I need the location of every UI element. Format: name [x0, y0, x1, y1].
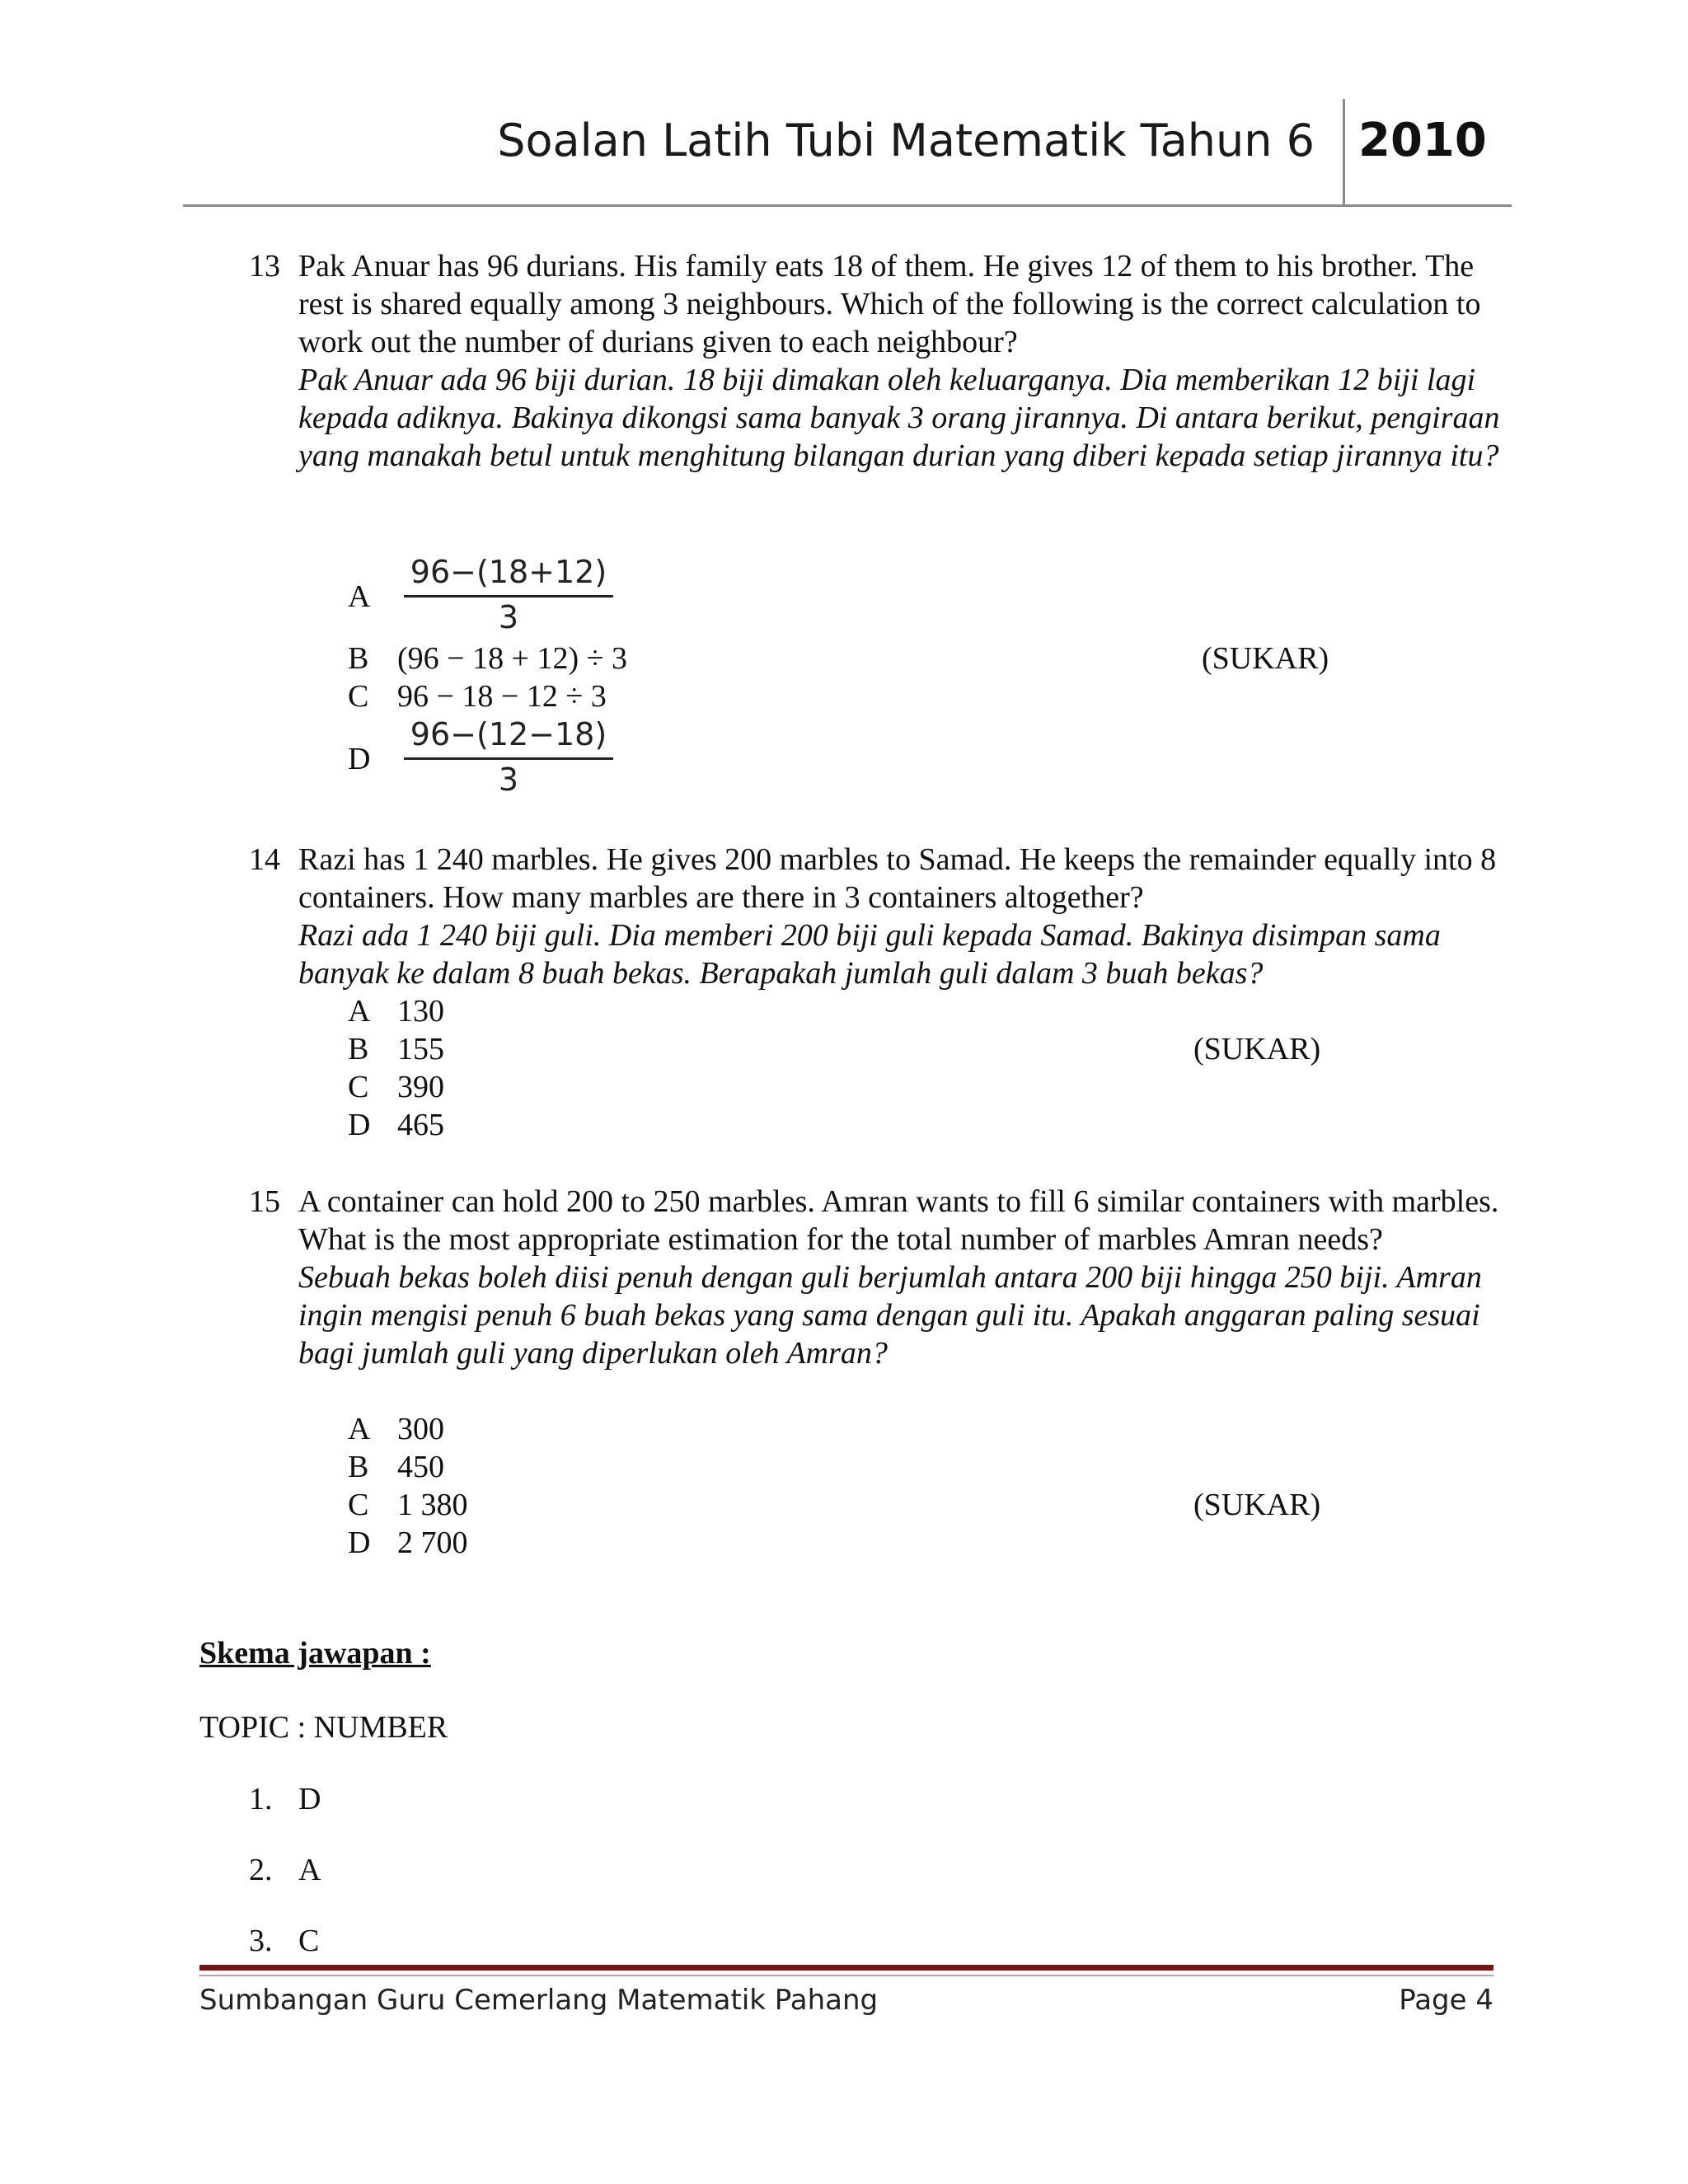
question-14-number: 14: [249, 842, 280, 877]
option-value: 390: [397, 1070, 444, 1104]
option-letter: B: [348, 1450, 369, 1484]
fraction-denominator: 3: [498, 599, 519, 635]
fraction-bar: [404, 757, 613, 760]
answer-value: C: [298, 1924, 320, 1958]
option-letter: A: [348, 994, 371, 1029]
answer-number: 3.: [249, 1924, 273, 1958]
option-value: (96 − 18 + 12) ÷ 3: [397, 641, 628, 676]
header-title: Soalan Latih Tubi Matematik Tahun 6: [497, 115, 1315, 166]
question-15-text-en: A container can hold 200 to 250 marbles. Amran wants to fill 6 similar containers with marbles. What is the most appropriate estimation for the total number of marbles Amran needs?: [298, 1184, 1499, 1257]
question-15-number: 15: [249, 1184, 280, 1219]
question-15-body: [298, 1183, 1518, 1372]
option-letter: C: [348, 1070, 369, 1104]
page-number: Page 4: [1399, 1984, 1493, 2017]
fraction-numerator: 96−(18+12): [410, 554, 607, 590]
header-year: 2010: [1358, 114, 1487, 167]
answer-item: [249, 1780, 321, 1818]
header-divider-horizontal: [183, 204, 1512, 207]
option-letter: C: [348, 1488, 369, 1522]
question-14-text-en: Razi has 1 240 marbles. He gives 200 marbles to Samad. He keeps the remainder equally into 8 containers. How many marbles are there in 3 containers altogether?: [298, 842, 1497, 915]
option-letter: B: [348, 1032, 369, 1066]
option-value: 2 700: [397, 1526, 468, 1560]
fraction-denominator: 3: [498, 762, 519, 798]
question-13-body: [298, 247, 1518, 475]
option-letter: B: [348, 641, 369, 676]
option-value: 465: [397, 1108, 444, 1142]
answer-number: 2.: [249, 1853, 273, 1887]
question-13-level: (SUKAR): [1202, 641, 1329, 676]
option-value: 130: [397, 994, 444, 1029]
answer-scheme-heading: Skema jawapan :: [199, 1636, 431, 1671]
answer-number: 1.: [249, 1782, 273, 1816]
option-value: 155: [397, 1032, 444, 1066]
question-14-level: (SUKAR): [1193, 1032, 1321, 1066]
option-letter: D: [348, 1526, 371, 1560]
footer-divider: [199, 1965, 1493, 1971]
question-13-option-d-fraction: [404, 715, 613, 798]
option-value: 96 − 18 − 12 ÷ 3: [397, 679, 607, 714]
option-value: 1 380: [397, 1488, 468, 1522]
answer-item: [249, 1851, 321, 1889]
question-13-option-a-fraction: [404, 552, 613, 635]
footer-divider-thin: [199, 1975, 1493, 1976]
option-letter: D: [348, 742, 371, 776]
fraction-bar: [404, 595, 613, 598]
answer-value: A: [298, 1853, 321, 1887]
option-letter: C: [348, 679, 369, 714]
question-15-text-ms: Sebuah bekas boleh diisi penuh dengan guli berjumlah antara 200 biji hingga 250 biji. Amran ingin mengisi penuh 6 buah bekas yang sama dengan guli itu. Apakah anggaran paling sesuai bagi jumlah guli yang diperlukan oleh Amran?: [298, 1260, 1482, 1371]
answer-item: [249, 1922, 319, 1960]
question-13-text-ms: Pak Anuar ada 96 biji durian. 18 biji dimakan oleh keluarganya. Dia memberikan 12 biji lagi kepada adiknya. Bakinya dikongsi sama banyak 3 orang jirannya. Di antara berikut, pengiraan yang manakah betul untuk menghitung bilangan durian yang diberi kepada setiap jirannya itu?: [298, 363, 1500, 473]
footer-credit: Sumbangan Guru Cemerlang Matematik Pahang: [199, 1984, 879, 2017]
question-14-text-ms: Razi ada 1 240 biji guli. Dia memberi 200 biji guli kepada Samad. Bakinya disimpan sama banyak ke dalam 8 buah bekas. Berapakah jumlah guli dalam 3 buah bekas?: [298, 918, 1441, 991]
answer-value: D: [298, 1782, 321, 1816]
question-13-text-en: Pak Anuar has 96 durians. His family eats 18 of them. He gives 12 of them to his brother. The rest is shared equally among 3 neighbours. Which of the following is the correct calculation to work out the number of durians given to each neighbour?: [298, 249, 1481, 359]
question-14-body: [298, 841, 1518, 992]
answer-topic: TOPIC : NUMBER: [199, 1710, 448, 1745]
option-letter: D: [348, 1108, 371, 1142]
option-letter: A: [348, 579, 371, 614]
header-divider-vertical: [1343, 99, 1345, 206]
fraction-numerator: 96−(12−18): [410, 716, 607, 752]
option-letter: A: [348, 1412, 371, 1446]
question-13-number: 13: [249, 249, 280, 284]
question-15-level: (SUKAR): [1193, 1488, 1321, 1522]
option-value: 300: [397, 1412, 444, 1446]
option-value: 450: [397, 1450, 444, 1484]
